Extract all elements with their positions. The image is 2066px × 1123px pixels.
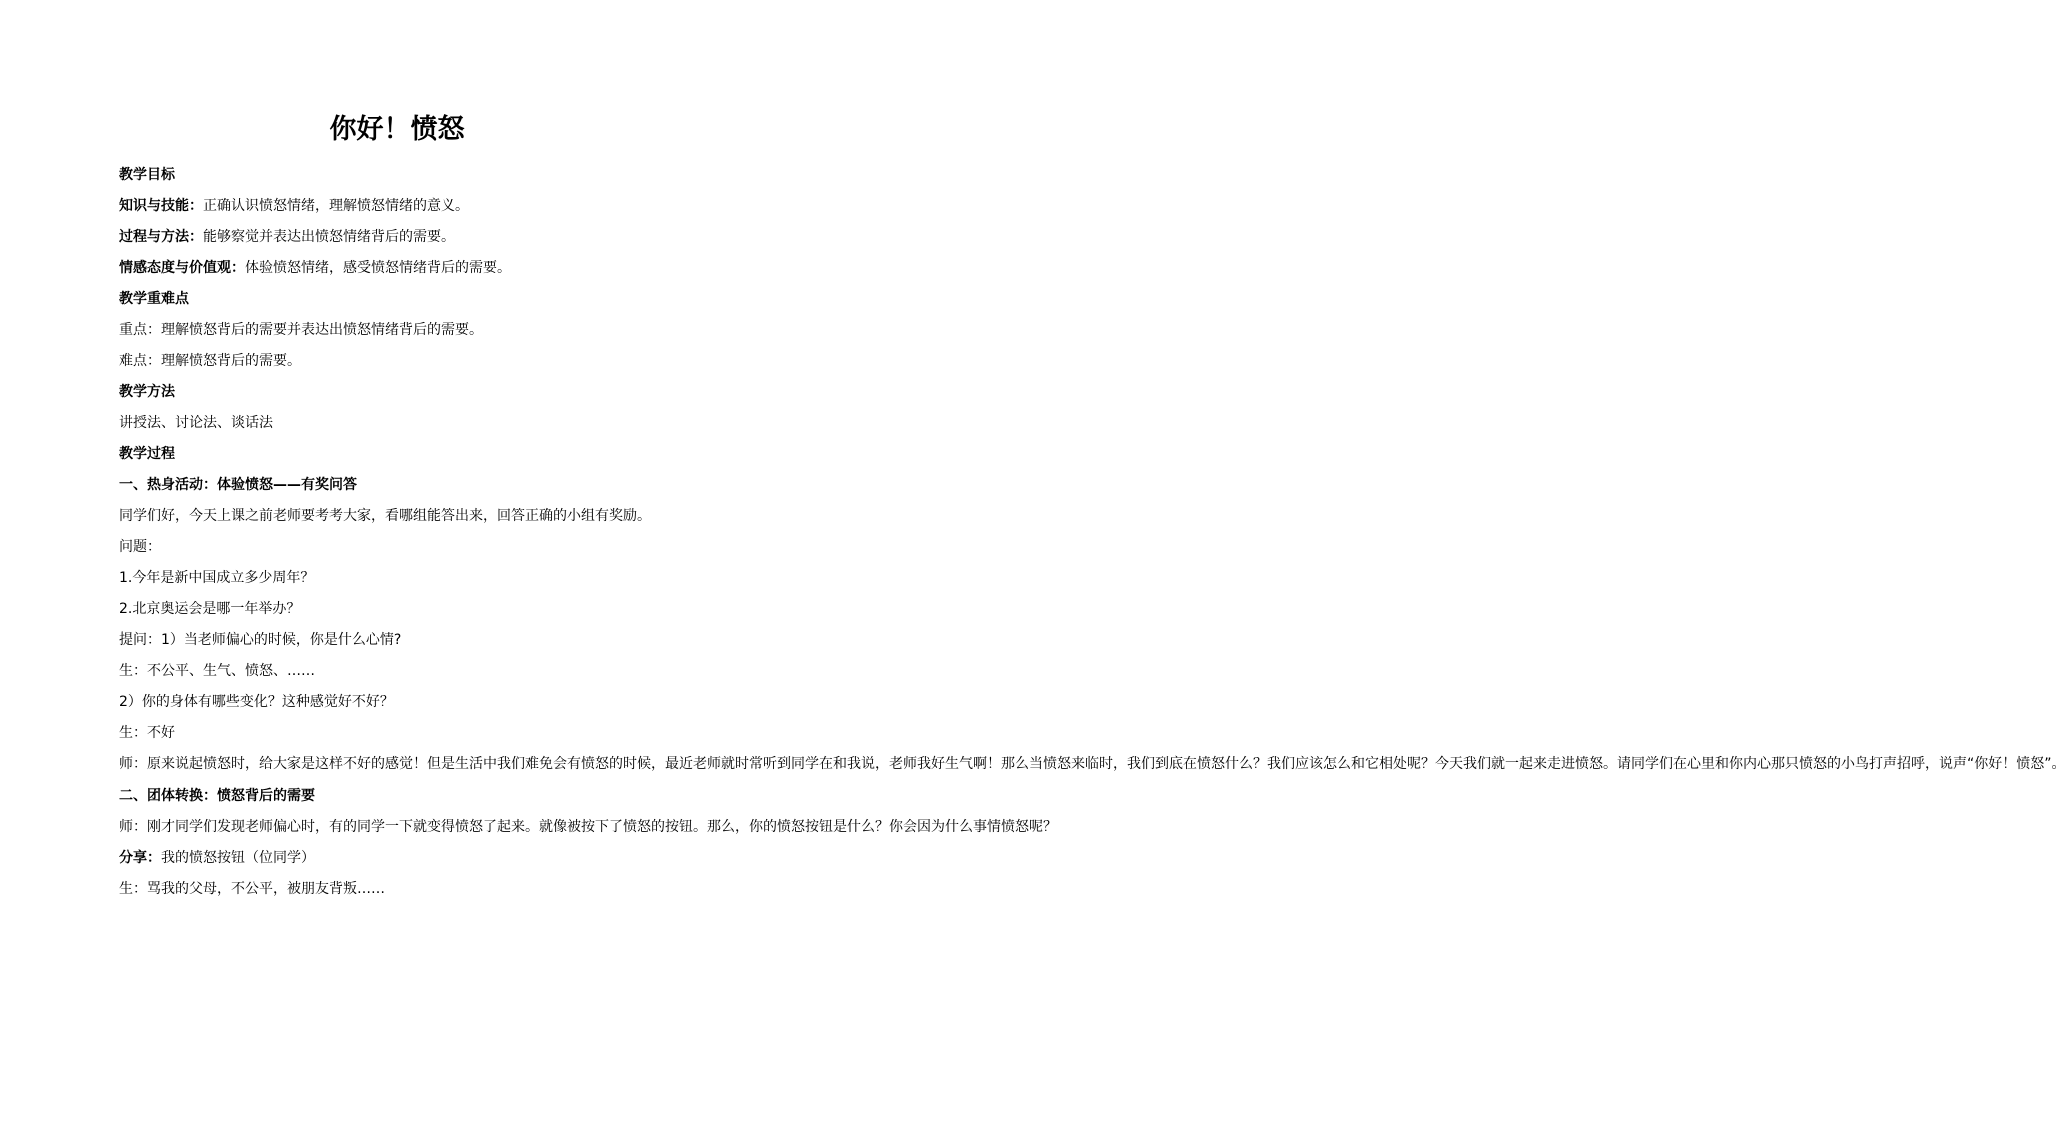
- student-answer: 生：骂我的父母，不公平，被朋友背叛……: [119, 881, 385, 897]
- methods-text: 讲授法、讨论法、谈话法: [119, 415, 273, 431]
- goal-knowledge: [119, 191, 684, 222]
- hard-point: 难点：理解愤怒背后的需要。: [119, 353, 301, 369]
- ask-1: 提问：1）当老师偏心的时候，你是什么心情?: [119, 632, 402, 648]
- teacher-paragraph-1: 师：原来说起愤怒时，给大家是这样不好的感觉！但是生活中我们难免会有愤怒的时候，最近老师就时常听到同学在和我说，老师我好生气啊！那么当愤怒来临时，我们到底在愤怒什么？我们应该怎么和它相处呢？今天我们就一起来走进愤怒。请同学们在心里和你内心那只愤怒的小鸟打声招呼，说声“你好！愤怒”。: [119, 756, 2066, 772]
- teacher-paragraph-2: 师：刚才同学们发现老师偏心时，有的同学一下就变得愤怒了起来。就像被按下了愤怒的按钮。那么，你的愤怒按钮是什么？你会因为什么事情愤怒呢？: [119, 818, 1057, 835]
- goal-process-text: 能够察觉并表达出愤怒情绪背后的需要。: [203, 229, 455, 245]
- questions-label: 问题：: [119, 539, 161, 555]
- document-body: [119, 160, 2066, 905]
- goal-knowledge-label: 知识与技能：: [119, 198, 203, 214]
- difficulty-heading: 教学重难点: [119, 291, 189, 307]
- share-line: [119, 843, 684, 874]
- goal-emotion: [119, 253, 684, 284]
- goal-process-label: 过程与方法：: [119, 229, 203, 245]
- share-text: 我的愤怒按钮（位同学）: [161, 850, 315, 866]
- goal-process: [119, 222, 684, 253]
- section1-heading: 一、热身活动：体验愤怒——有奖问答: [119, 477, 357, 493]
- method-heading: 教学方法: [119, 384, 175, 400]
- answer-2: 生：不好: [119, 725, 175, 741]
- ask-2: 2）你的身体有哪些变化？这种感觉好不好？: [119, 694, 394, 710]
- page-title: 你好！愤怒: [329, 114, 465, 145]
- goal-emotion-text: 体验愤怒情绪，感受愤怒情绪背后的需要。: [245, 260, 511, 276]
- goal-emotion-label: 情感态度与价值观：: [119, 260, 245, 276]
- goals-heading: 教学目标: [119, 167, 175, 183]
- question-2: 2.北京奥运会是哪一年举办？: [119, 601, 301, 617]
- answer-1: 生：不公平、生气、愤怒、……: [119, 663, 315, 679]
- section2-heading: 二、团体转换：愤怒背后的需要: [119, 787, 315, 804]
- question-1: 1.今年是新中国成立多少周年？: [119, 570, 315, 586]
- share-label: 分享：: [119, 850, 161, 866]
- section1-intro: 同学们好，今天上课之前老师要考考大家，看哪组能答出来，回答正确的小组有奖励。: [119, 508, 651, 524]
- process-heading: 教学过程: [119, 446, 175, 462]
- goal-knowledge-text: 正确认识愤怒情绪，理解愤怒情绪的意义。: [203, 198, 469, 214]
- key-point: 重点：理解愤怒背后的需要并表达出愤怒情绪背后的需要。: [119, 322, 483, 338]
